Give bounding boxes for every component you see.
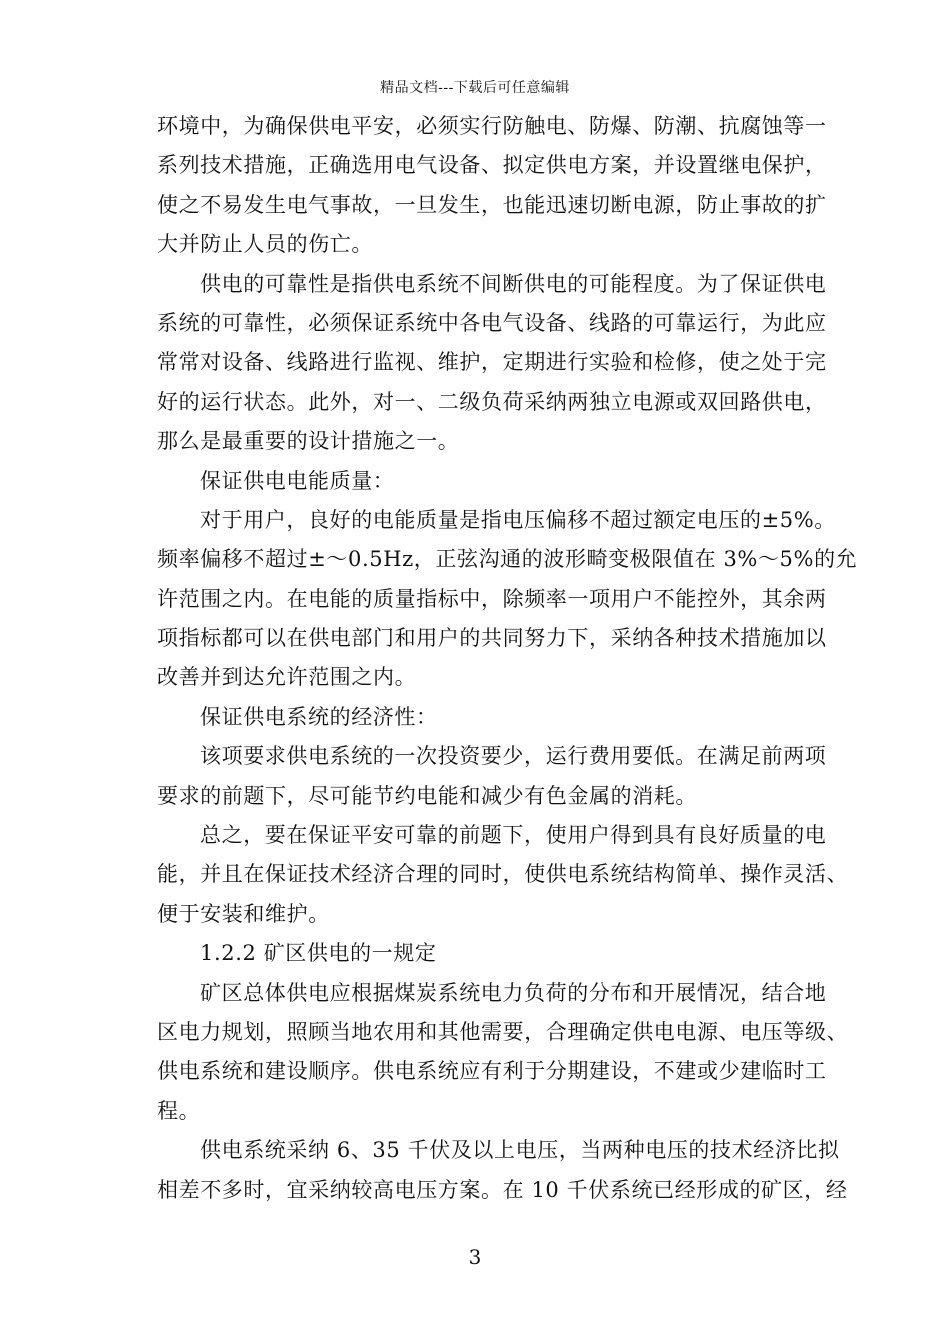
text-line: 常常对设备、线路进行监视、维护，定期进行实验和检修，使之处于完 [157, 350, 827, 375]
text-line: 系统的可靠性，必须保证系统中各电气设备、线路的可靠运行，为此应 [157, 310, 827, 335]
text-line: 要求的前题下，尽可能节约电能和减少有色金属的消耗。 [157, 783, 697, 808]
text-line: 供电系统和建设顺序。供电系统应有利于分期建设，不建或少建临时工 [157, 1059, 827, 1084]
text-line: 那么是最重要的设计措施之一。 [157, 429, 460, 454]
text-line: 许范围之内。在电能的质量指标中，除频率一项用户不能控外，其余两 [157, 586, 827, 611]
text-line: 项指标都可以在供电部门和用户的共同努力下，采纳各种技术措施加以 [157, 626, 827, 651]
text-line: 相差不多时，宜采纳较高电压方案。在 10 千伏系统已经形成的矿区，经 [157, 1177, 848, 1202]
paragraph-first-line: 供电的可靠性是指供电系统不间断供电的可能程度。为了保证供电 [200, 271, 827, 296]
section-heading: 保证供电电能质量： [200, 468, 395, 493]
page-header: 精品文档---下载后可任意编辑 [380, 80, 570, 96]
paragraph-first-line: 该项要求供电系统的一次投资要少，运行费用要低。在满足前两项 [200, 744, 827, 769]
text-line: 程。 [157, 1098, 201, 1123]
text-line: 环境中，为确保供电平安，必须实行防触电、防爆、防潮、抗腐蚀等一 [157, 114, 827, 138]
text-line: 便于安装和维护。 [157, 901, 330, 926]
text-line: 好的运行状态。此外，对一、二级负荷采纳两独立电源或双回路供电， [157, 389, 827, 414]
document-body [157, 107, 857, 1210]
paragraph-first-line: 矿区总体供电应根据煤炭系统电力负荷的分布和开展情况，结合地 [200, 980, 827, 1005]
paragraph-first-line: 总之，要在保证平安可靠的前题下，使用户得到具有良好质量的电 [200, 823, 827, 848]
text-line: 区电力规划，照顾当地农用和其他需要，合理确定供电电源、电压等级、 [157, 1019, 849, 1044]
paragraph-first-line: 供电系统采纳 6、35 千伏及以上电压，当两种电压的技术经济比拟 [200, 1138, 840, 1163]
text-line: 能，并且在保证技术经济合理的同时，使供电系统结构简单、操作灵活、 [157, 862, 849, 887]
page-number: 3 [468, 1245, 482, 1269]
paragraph-first-line: 对于用户，良好的电能质量是指电压偏移不超过额定电压的±5%。 [200, 507, 836, 532]
section-heading: 保证供电系统的经济性： [200, 704, 438, 729]
text-line: 大并防止人员的伤亡。 [157, 232, 373, 257]
subsection-heading: 1.2.2 矿区供电的一规定 [200, 941, 437, 966]
text-line: 系列技术措施，正确选用电气设备、拟定供电方案，并设置继电保护， [157, 153, 827, 178]
text-line: 改善并到达允许范围之内。 [157, 665, 417, 690]
text-line: 使之不易发生电气事故，一旦发生，也能迅速切断电源，防止事故的扩 [157, 192, 827, 217]
text-line: 频率偏移不超过±～0.5Hz，正弦沟通的波形畸变极限值在 3%～5%的允 [157, 547, 858, 572]
